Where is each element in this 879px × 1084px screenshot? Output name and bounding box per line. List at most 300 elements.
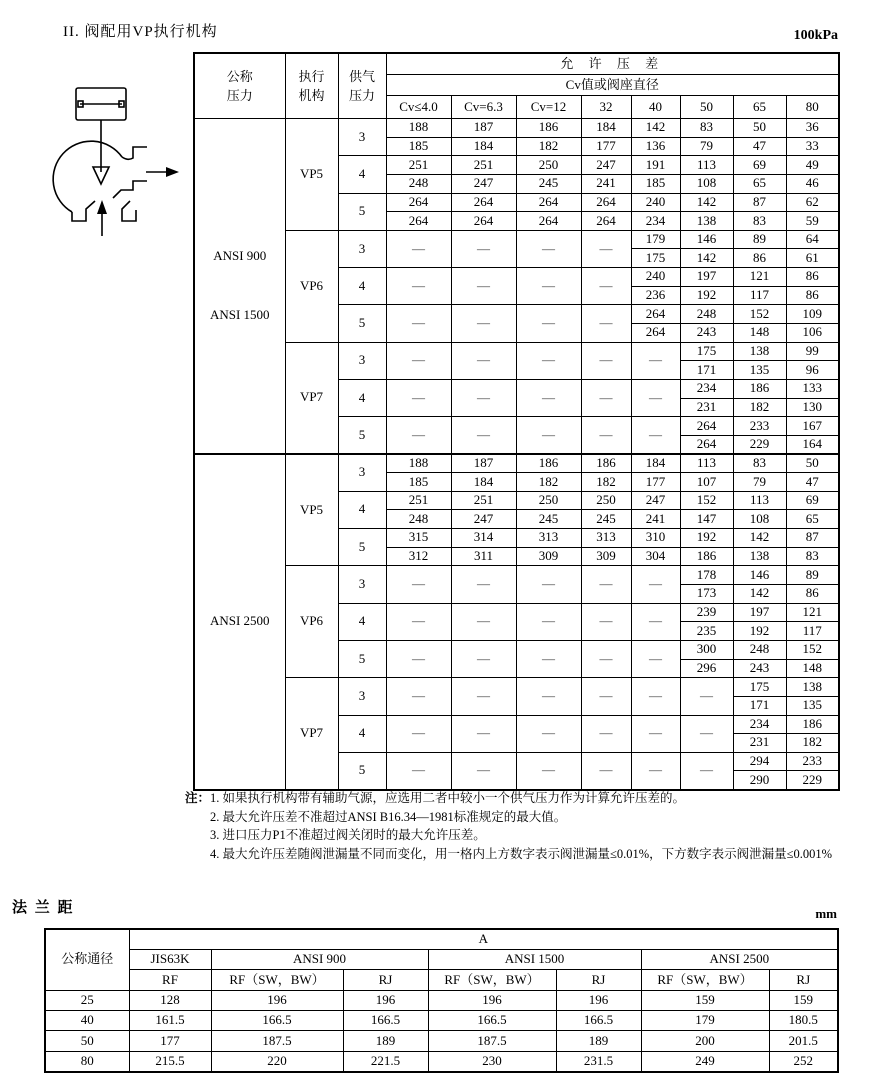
dp-value-cell: 188: [386, 119, 451, 138]
dp-value-cell: 191: [631, 156, 680, 175]
note-item: 2. 最大允许压差不准超过ANSI B16.34—1981标准规定的最大值。: [210, 809, 567, 824]
dp-value-cell: 142: [680, 249, 733, 268]
dp-value-cell: 47: [786, 473, 839, 492]
dp-value-cell: 171: [733, 696, 786, 715]
flange-row: [45, 990, 838, 1010]
dp-value-cell: 152: [786, 640, 839, 659]
flange-value-cell: 159: [769, 990, 838, 1010]
dp-value-cell: 138: [733, 342, 786, 361]
data-row-top: [194, 566, 839, 585]
dp-value-cell: 250: [581, 491, 631, 510]
dp-value-cell: 229: [733, 435, 786, 454]
dp-value-cell: 236: [631, 286, 680, 305]
header-face-type: RF（SW，BW）: [211, 970, 343, 990]
dp-value-cell: 113: [680, 156, 733, 175]
dp-value-cell: 182: [786, 734, 839, 753]
dp-value-cell: 107: [680, 473, 733, 492]
dp-value-cell: 182: [516, 473, 581, 492]
dp-value-cell: 65: [733, 174, 786, 193]
dp-value-cell: 248: [386, 174, 451, 193]
dp-value-cell: 142: [680, 193, 733, 212]
flange-value-cell: 166.5: [211, 1011, 343, 1031]
flange-value-cell: 221.5: [343, 1051, 428, 1071]
flange-value-cell: 196: [556, 990, 641, 1010]
dp-value-cell: 59: [786, 212, 839, 231]
dp-value-cell: 229: [786, 771, 839, 790]
dp-value-cell: 247: [581, 156, 631, 175]
dp-value-cell: 184: [581, 119, 631, 138]
dp-value-cell: 250: [516, 156, 581, 175]
note-item: 4. 最大允许压差随阀泄漏量不同而变化，用一格内上方数字表示阀泄漏量≤0.01%，下方数字表示阀泄漏量≤0.001%: [210, 846, 833, 861]
dp-value-cell: 315: [386, 529, 451, 548]
header-face-type: RJ: [769, 970, 838, 990]
supply-pressure-cell: 5: [338, 752, 386, 789]
dp-value-cell: 192: [680, 286, 733, 305]
header-ansi2500: ANSI 2500: [641, 949, 838, 969]
flange-value-cell: 128: [129, 990, 211, 1010]
dp-value-cell: 86: [786, 268, 839, 287]
nominal-diameter-cell: 25: [45, 990, 129, 1010]
dp-value-cell: 264: [516, 212, 581, 231]
dp-value-cell: 247: [451, 174, 516, 193]
supply-pressure-cell: 4: [338, 603, 386, 640]
dp-value-cell: 83: [733, 454, 786, 473]
dp-value-cell: 192: [733, 622, 786, 641]
dp-value-cell: 86: [786, 585, 839, 604]
dp-value-cell: 167: [786, 417, 839, 436]
dash-cell: —: [451, 417, 516, 454]
dash-cell: —: [451, 678, 516, 715]
dash-cell: —: [631, 417, 680, 454]
cv-column-header: 32: [581, 96, 631, 119]
dp-value-cell: 178: [680, 566, 733, 585]
data-row-top: [194, 119, 839, 138]
dp-value-cell: 247: [631, 491, 680, 510]
supply-pressure-cell: 5: [338, 529, 386, 566]
dp-value-cell: 185: [631, 174, 680, 193]
dp-value-cell: 239: [680, 603, 733, 622]
dp-value-cell: 133: [786, 379, 839, 398]
supply-pressure-cell: 5: [338, 193, 386, 230]
dash-cell: —: [581, 678, 631, 715]
dp-value-cell: 234: [680, 379, 733, 398]
dp-value-cell: 47: [733, 137, 786, 156]
dp-value-cell: 309: [516, 547, 581, 566]
dash-cell: —: [631, 678, 680, 715]
dash-cell: —: [631, 379, 680, 416]
dash-cell: —: [581, 640, 631, 677]
dp-value-cell: 50: [733, 119, 786, 138]
dash-cell: —: [680, 715, 733, 752]
dash-cell: —: [581, 603, 631, 640]
dash-cell: —: [516, 268, 581, 305]
flange-value-cell: 180.5: [769, 1011, 838, 1031]
dp-value-cell: 197: [733, 603, 786, 622]
dp-value-cell: 62: [786, 193, 839, 212]
dp-value-cell: 264: [581, 193, 631, 212]
dp-value-cell: 264: [631, 305, 680, 324]
dp-value-cell: 251: [386, 491, 451, 510]
header-nominal-diameter: 公称通径: [45, 929, 129, 990]
dp-value-cell: 250: [516, 491, 581, 510]
valve-schematic-icon: [30, 80, 185, 245]
dp-value-cell: 106: [786, 324, 839, 343]
dp-value-cell: 264: [680, 417, 733, 436]
pressure-class-label: ANSI 2500: [209, 613, 270, 629]
flange-value-cell: 166.5: [556, 1011, 641, 1031]
dp-value-cell: 247: [451, 510, 516, 529]
flange-value-cell: 220: [211, 1051, 343, 1071]
note-label: 注：: [185, 791, 211, 805]
dash-cell: —: [516, 603, 581, 640]
note-line: [185, 826, 845, 845]
supply-pressure-cell: 3: [338, 678, 386, 715]
dp-value-cell: 248: [680, 305, 733, 324]
actuator-cell: VP7: [285, 342, 338, 454]
dp-value-cell: 173: [680, 585, 733, 604]
dp-value-cell: 290: [733, 771, 786, 790]
flange-value-cell: 200: [641, 1031, 769, 1051]
header-ansi1500: ANSI 1500: [428, 949, 641, 969]
dash-cell: —: [451, 379, 516, 416]
supply-pressure-cell: 5: [338, 640, 386, 677]
pressure-class-cell: [194, 119, 285, 455]
dp-value-cell: 146: [733, 566, 786, 585]
dash-cell: —: [516, 342, 581, 379]
dp-value-cell: 117: [786, 622, 839, 641]
cv-column-header: 65: [733, 96, 786, 119]
dp-value-cell: 50: [786, 454, 839, 473]
dp-value-cell: 135: [733, 361, 786, 380]
dp-value-cell: 89: [733, 230, 786, 249]
dp-value-cell: 130: [786, 398, 839, 417]
header-nominal-pressure: 公称压力: [194, 53, 285, 119]
dp-value-cell: 186: [516, 454, 581, 473]
nominal-diameter-cell: 80: [45, 1051, 129, 1071]
dash-cell: —: [631, 715, 680, 752]
flange-value-cell: 231.5: [556, 1051, 641, 1071]
dp-value-cell: 152: [733, 305, 786, 324]
dp-value-cell: 188: [386, 454, 451, 473]
dp-value-cell: 135: [786, 696, 839, 715]
dp-value-cell: 264: [386, 193, 451, 212]
supply-pressure-cell: 4: [338, 715, 386, 752]
dp-value-cell: 186: [581, 454, 631, 473]
dash-cell: —: [581, 715, 631, 752]
dp-value-cell: 148: [786, 659, 839, 678]
dp-value-cell: 79: [733, 473, 786, 492]
supply-pressure-cell: 3: [338, 566, 386, 603]
data-row-top: [194, 230, 839, 249]
dp-value-cell: 175: [733, 678, 786, 697]
dash-cell: —: [386, 752, 451, 789]
nominal-diameter-cell: 40: [45, 1011, 129, 1031]
supply-pressure-cell: 5: [338, 305, 386, 342]
dash-cell: —: [451, 342, 516, 379]
dp-value-cell: 184: [451, 137, 516, 156]
flange-value-cell: 177: [129, 1031, 211, 1051]
supply-pressure-cell: 3: [338, 230, 386, 267]
dp-value-cell: 241: [631, 510, 680, 529]
dp-value-cell: 264: [451, 193, 516, 212]
dp-value-cell: 185: [386, 137, 451, 156]
flange-value-cell: 179: [641, 1011, 769, 1031]
dp-value-cell: 192: [680, 529, 733, 548]
dp-value-cell: 136: [631, 137, 680, 156]
note-line: [185, 845, 845, 864]
dp-value-cell: 83: [786, 547, 839, 566]
dash-cell: —: [451, 230, 516, 267]
dash-cell: —: [451, 715, 516, 752]
actuator-cell: VP6: [285, 230, 338, 342]
dp-value-cell: 177: [581, 137, 631, 156]
header-face-type: RJ: [556, 970, 641, 990]
dash-cell: —: [516, 566, 581, 603]
dp-value-cell: 89: [786, 566, 839, 585]
flange-value-cell: 196: [343, 990, 428, 1010]
flange-value-cell: 252: [769, 1051, 838, 1071]
flange-value-cell: 187.5: [428, 1031, 556, 1051]
dp-value-cell: 65: [786, 510, 839, 529]
dash-cell: —: [631, 566, 680, 603]
dash-cell: —: [516, 230, 581, 267]
header-face-type: RF（SW，BW）: [428, 970, 556, 990]
dp-value-cell: 179: [631, 230, 680, 249]
dp-value-cell: 187: [451, 454, 516, 473]
dash-cell: —: [451, 268, 516, 305]
header-dimension-a: A: [129, 929, 838, 949]
actuator-cell: VP5: [285, 119, 338, 231]
flange-value-cell: 161.5: [129, 1011, 211, 1031]
dp-value-cell: 251: [451, 156, 516, 175]
header-actuator: 执行机构: [285, 53, 338, 119]
dp-value-cell: 138: [786, 678, 839, 697]
flange-value-cell: 166.5: [343, 1011, 428, 1031]
header-face-type: RF（SW，BW）: [641, 970, 769, 990]
dash-cell: —: [386, 678, 451, 715]
dp-value-cell: 248: [733, 640, 786, 659]
dp-value-cell: 108: [733, 510, 786, 529]
dp-value-cell: 243: [680, 324, 733, 343]
dash-cell: —: [581, 268, 631, 305]
pressure-class-cell: [194, 454, 285, 790]
flange-value-cell: 166.5: [428, 1011, 556, 1031]
dp-value-cell: 234: [733, 715, 786, 734]
dp-value-cell: 86: [733, 249, 786, 268]
dp-value-cell: 36: [786, 119, 839, 138]
dash-cell: —: [680, 678, 733, 715]
dp-value-cell: 171: [680, 361, 733, 380]
dash-cell: —: [451, 603, 516, 640]
dp-value-cell: 96: [786, 361, 839, 380]
mm-unit-label: mm: [815, 906, 837, 921]
dp-value-cell: 86: [786, 286, 839, 305]
data-row-top: [194, 454, 839, 473]
dash-cell: —: [386, 417, 451, 454]
dp-value-cell: 146: [680, 230, 733, 249]
header-supply-pressure: 供气压力: [338, 53, 386, 119]
dp-value-cell: 185: [386, 473, 451, 492]
dp-value-cell: 251: [451, 491, 516, 510]
dash-cell: —: [516, 379, 581, 416]
header-face-type: RF: [129, 970, 211, 990]
dp-value-cell: 186: [516, 119, 581, 138]
dp-value-cell: 184: [451, 473, 516, 492]
dp-value-cell: 148: [733, 324, 786, 343]
dp-value-cell: 142: [631, 119, 680, 138]
dash-cell: —: [631, 342, 680, 379]
flange-value-cell: 201.5: [769, 1031, 838, 1051]
dp-value-cell: 121: [733, 268, 786, 287]
dp-value-cell: 231: [680, 398, 733, 417]
actuator-cell: VP7: [285, 678, 338, 790]
dp-value-cell: 235: [680, 622, 733, 641]
dash-cell: —: [451, 566, 516, 603]
cv-column-header: Cv=6.3: [451, 96, 516, 119]
cv-column-header: Cv≤4.0: [386, 96, 451, 119]
dash-cell: —: [581, 379, 631, 416]
flange-distance-table: [44, 928, 839, 1073]
dash-cell: —: [386, 342, 451, 379]
supply-pressure-cell: 3: [338, 454, 386, 491]
dp-value-cell: 113: [733, 491, 786, 510]
dp-value-cell: 69: [786, 491, 839, 510]
dp-value-cell: 182: [581, 473, 631, 492]
dash-cell: —: [581, 417, 631, 454]
dp-value-cell: 121: [786, 603, 839, 622]
dp-value-cell: 264: [631, 324, 680, 343]
dp-value-cell: 152: [680, 491, 733, 510]
dp-value-cell: 184: [631, 454, 680, 473]
supply-pressure-cell: 5: [338, 417, 386, 454]
dp-value-cell: 294: [733, 752, 786, 771]
dp-value-cell: 186: [733, 379, 786, 398]
flange-value-cell: 189: [556, 1031, 641, 1051]
dp-value-cell: 117: [733, 286, 786, 305]
dp-value-cell: 304: [631, 547, 680, 566]
dp-value-cell: 79: [680, 137, 733, 156]
header-jis63k: JIS63K: [129, 949, 211, 969]
dash-cell: —: [581, 566, 631, 603]
flange-value-cell: 215.5: [129, 1051, 211, 1071]
dp-value-cell: 245: [516, 510, 581, 529]
dp-value-cell: 177: [631, 473, 680, 492]
dash-cell: —: [386, 305, 451, 342]
dash-cell: —: [386, 715, 451, 752]
header-face-type: RJ: [343, 970, 428, 990]
dash-cell: —: [516, 678, 581, 715]
dash-cell: —: [451, 640, 516, 677]
dash-cell: —: [386, 603, 451, 640]
dash-cell: —: [581, 230, 631, 267]
supply-pressure-cell: 4: [338, 156, 386, 193]
dp-value-cell: 234: [631, 212, 680, 231]
dp-value-cell: 313: [581, 529, 631, 548]
dp-value-cell: 233: [733, 417, 786, 436]
flange-value-cell: 159: [641, 990, 769, 1010]
dp-value-cell: 314: [451, 529, 516, 548]
supply-pressure-cell: 4: [338, 268, 386, 305]
dp-value-cell: 46: [786, 174, 839, 193]
supply-pressure-cell: 4: [338, 379, 386, 416]
dp-value-cell: 231: [733, 734, 786, 753]
dp-value-cell: 264: [451, 212, 516, 231]
actuator-cell: VP6: [285, 566, 338, 678]
dp-value-cell: 310: [631, 529, 680, 548]
note-line: [185, 808, 845, 827]
dp-value-cell: 49: [786, 156, 839, 175]
dp-value-cell: 248: [386, 510, 451, 529]
dash-cell: —: [516, 640, 581, 677]
dash-cell: —: [386, 268, 451, 305]
notes-block: [185, 789, 845, 863]
pressure-diff-table-body: [194, 119, 839, 790]
dp-value-cell: 186: [680, 547, 733, 566]
supply-pressure-cell: 3: [338, 342, 386, 379]
dp-value-cell: 245: [516, 174, 581, 193]
flange-value-cell: 230: [428, 1051, 556, 1071]
pressure-class-label: ANSI 900: [213, 248, 267, 264]
dash-cell: —: [581, 342, 631, 379]
flange-table-body: [45, 990, 838, 1072]
dp-value-cell: 241: [581, 174, 631, 193]
flange-value-cell: 189: [343, 1031, 428, 1051]
dp-value-cell: 99: [786, 342, 839, 361]
dp-value-cell: 300: [680, 640, 733, 659]
dp-value-cell: 64: [786, 230, 839, 249]
dp-value-cell: 87: [733, 193, 786, 212]
data-row-top: [194, 342, 839, 361]
dash-cell: —: [516, 417, 581, 454]
dp-value-cell: 182: [516, 137, 581, 156]
dp-value-cell: 309: [581, 547, 631, 566]
dp-value-cell: 142: [733, 529, 786, 548]
dash-cell: —: [386, 566, 451, 603]
dash-cell: —: [516, 752, 581, 789]
header-ansi900: ANSI 900: [211, 949, 428, 969]
note-item: 3. 进口压力P1不准超过阀关闭时的最大允许压差。: [210, 828, 486, 842]
dp-value-cell: 109: [786, 305, 839, 324]
dp-value-cell: 83: [733, 212, 786, 231]
dp-value-cell: 264: [581, 212, 631, 231]
dp-value-cell: 313: [516, 529, 581, 548]
dp-value-cell: 61: [786, 249, 839, 268]
dash-cell: —: [451, 305, 516, 342]
dp-value-cell: 87: [786, 529, 839, 548]
actuator-cell: VP5: [285, 454, 338, 566]
pressure-unit-label: 100kPa: [793, 28, 838, 43]
dash-cell: —: [451, 752, 516, 789]
dp-value-cell: 113: [680, 454, 733, 473]
dash-cell: —: [631, 603, 680, 640]
dp-value-cell: 197: [680, 268, 733, 287]
flange-value-cell: 187.5: [211, 1031, 343, 1051]
flange-row: [45, 1051, 838, 1071]
dp-value-cell: 69: [733, 156, 786, 175]
dp-value-cell: 296: [680, 659, 733, 678]
note-line: [185, 789, 845, 808]
supply-pressure-cell: 3: [338, 119, 386, 156]
supply-pressure-cell: 4: [338, 491, 386, 528]
cv-column-header: 80: [786, 96, 839, 119]
dp-value-cell: 182: [733, 398, 786, 417]
dash-cell: —: [581, 305, 631, 342]
dash-cell: —: [386, 379, 451, 416]
dash-cell: —: [386, 230, 451, 267]
data-row-top: [194, 678, 839, 697]
flange-row: [45, 1011, 838, 1031]
note-item: 1. 如果执行机构带有辅助气源，应选用二者中较小一个供气压力作为计算允许压差的。: [210, 791, 686, 805]
